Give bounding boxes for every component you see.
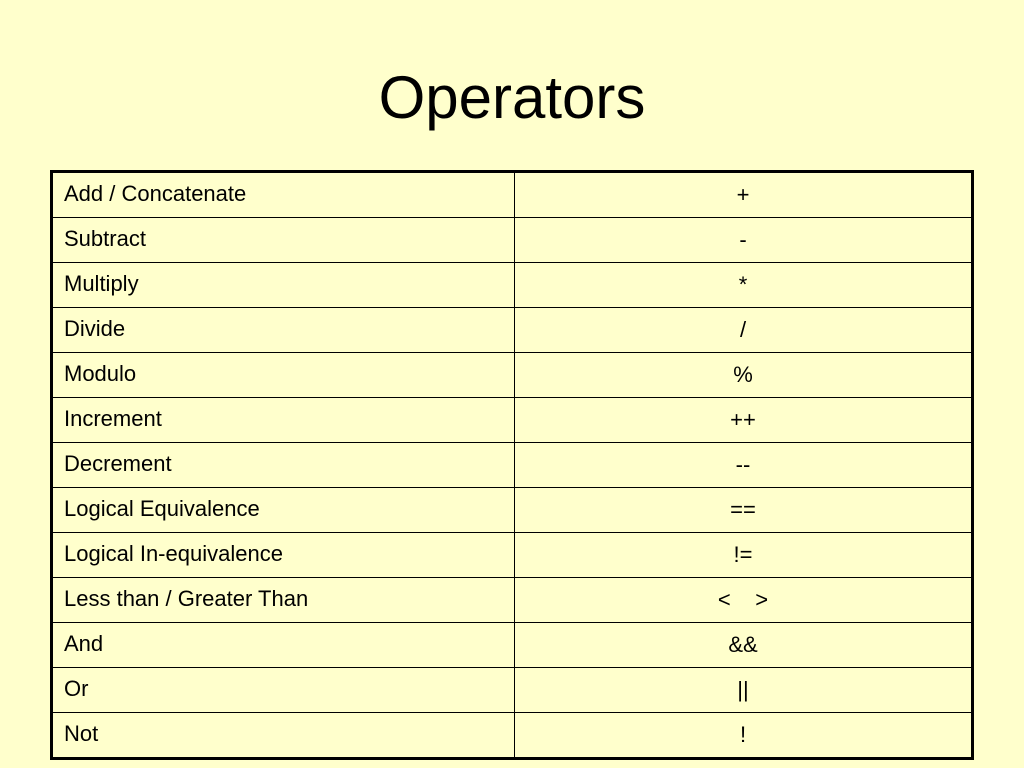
table-row — [52, 218, 973, 263]
table-row — [52, 623, 973, 668]
table-row — [52, 353, 973, 398]
operator-name: Multiply — [52, 263, 515, 308]
operator-name: Add / Concatenate — [52, 172, 515, 218]
slide-title: Operators — [378, 64, 646, 131]
operator-name: Subtract — [52, 218, 515, 263]
operator-symbol: ++ — [515, 398, 973, 443]
table-row — [52, 668, 973, 713]
operators-table — [50, 170, 974, 760]
operator-symbol: -- — [515, 443, 973, 488]
operator-symbol: == — [515, 488, 973, 533]
operator-name: Divide — [52, 308, 515, 353]
table-row — [52, 443, 973, 488]
operator-symbol: ! — [515, 713, 973, 759]
operator-name: And — [52, 623, 515, 668]
table-row — [52, 398, 973, 443]
operator-name: Not — [52, 713, 515, 759]
operator-name: Or — [52, 668, 515, 713]
table-row — [52, 308, 973, 353]
operator-symbol: - — [515, 218, 973, 263]
operator-symbol: / — [515, 308, 973, 353]
operator-symbol: < > — [515, 578, 973, 623]
operator-name: Logical In-equivalence — [52, 533, 515, 578]
operator-name: Logical Equivalence — [52, 488, 515, 533]
table-row — [52, 172, 973, 218]
operator-symbol: || — [515, 668, 973, 713]
table-row — [52, 578, 973, 623]
operator-name: Less than / Greater Than — [52, 578, 515, 623]
operator-symbol: * — [515, 263, 973, 308]
operator-symbol: % — [515, 353, 973, 398]
table-row — [52, 533, 973, 578]
operator-symbol: + — [515, 172, 973, 218]
table-row — [52, 263, 973, 308]
operator-symbol: && — [515, 623, 973, 668]
operator-name: Decrement — [52, 443, 515, 488]
table-row — [52, 713, 973, 759]
operator-symbol: != — [515, 533, 973, 578]
operator-name: Modulo — [52, 353, 515, 398]
operator-name: Increment — [52, 398, 515, 443]
table-row — [52, 488, 973, 533]
